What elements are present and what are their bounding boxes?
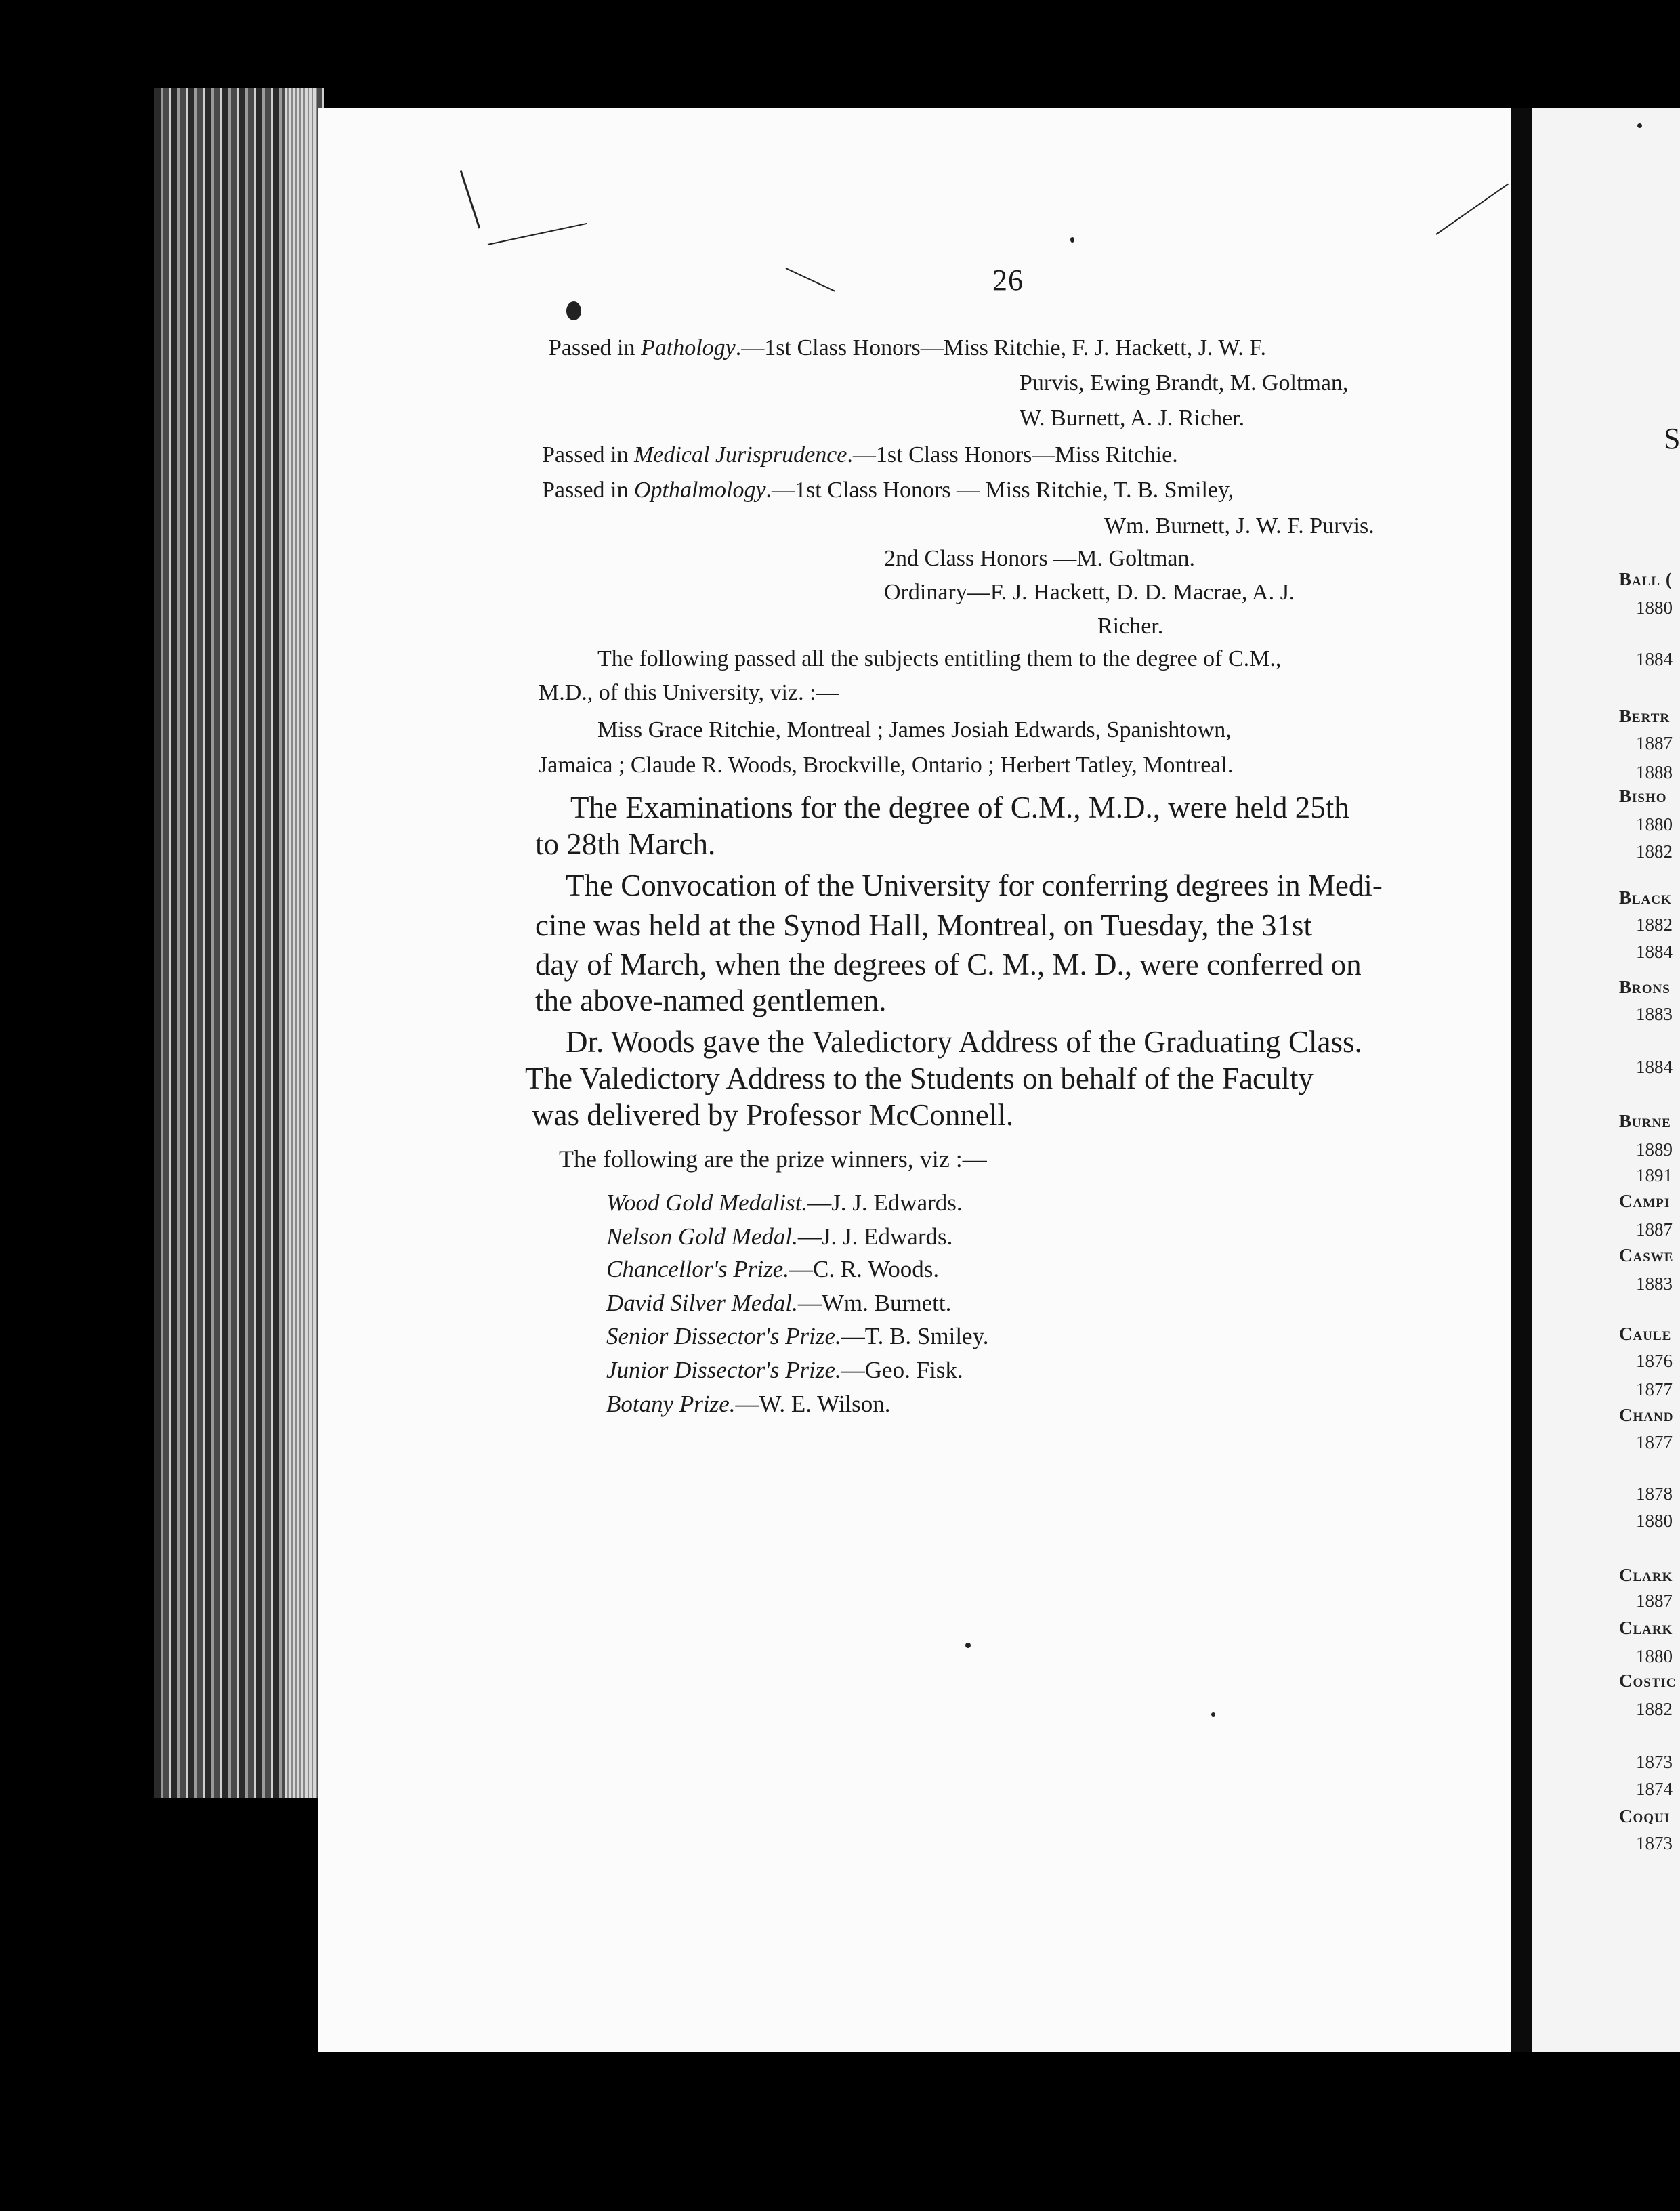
facing-page-surname: Bertr [1619,706,1671,726]
opthalmology-lead: Passed in [542,478,634,503]
scan-speck [965,1643,971,1648]
page-number: 26 [992,264,1024,297]
jurisprudence-result: .—1st Class Honors—Miss Ritchie. [847,442,1178,467]
facing-page-year: 1887 [1636,1219,1673,1240]
valedictory-line-2: The Valedictory Address to the Students on behalf of the Faculty [525,1061,1314,1095]
facing-page-surname: Campi [1619,1191,1671,1211]
degree-intro-line-1: The following passed all the subjects entitling them to the degree of C.M., [597,646,1282,671]
pathology-cont-1: Purvis, Ewing Brandt, M. Goltman, [1020,371,1349,396]
opthalmology-cont-1: Wm. Burnett, J. W. F. Purvis. [1104,513,1374,539]
prize-entry [606,1223,952,1250]
prize-name: Nelson Gold Medal. [606,1223,798,1250]
convocation-line-4: the above-named gentlemen. [535,984,887,1017]
facing-page-surname: Costic [1619,1670,1677,1691]
degree-intro-line-2: M.D., of this University, viz. :— [539,680,839,705]
prize-winner: —Geo. Fisk. [841,1357,963,1383]
prize-entry [606,1323,989,1350]
facing-page-year: 1883 [1636,1273,1673,1294]
facing-page-year: 1880 [1636,814,1673,835]
prize-winner: —T. B. Smiley. [841,1323,989,1349]
facing-page-year: 1882 [1636,1699,1673,1719]
scan-speck [1211,1712,1215,1717]
facing-page-year: 1884 [1636,1057,1673,1077]
facing-page-year: 1884 [1636,942,1673,962]
prize-winner: —C. R. Woods. [789,1256,940,1282]
examinations-line-1: The Examinations for the degree of C.M., M.D., were held 25th [570,791,1349,824]
prize-winner: —Wm. Burnett. [797,1290,952,1316]
facing-page-year: 1873 [1636,1752,1673,1772]
convocation-line-1: The Convocation of the University for conferring degrees in Medi- [566,868,1383,902]
facing-page-year: 1887 [1636,733,1673,753]
jurisprudence-lead: Passed in [542,442,634,467]
prize-winner: —J. J. Edwards. [797,1223,953,1250]
facing-page-surname: Clark [1619,1618,1673,1638]
facing-page-year: 1888 [1636,762,1673,782]
opthalmology-line [542,477,1234,504]
facing-page-year: 1880 [1636,1511,1673,1531]
facing-page-year: 1891 [1636,1165,1673,1185]
prize-entry [606,1290,951,1317]
facing-page-surname: Clark [1619,1565,1673,1585]
valedictory-line-3: was delivered by Professor McConnell. [532,1098,1014,1132]
scan-speck [566,301,581,320]
convocation-line-2: cine was held at the Synod Hall, Montreal, on Tuesday, the 31st [535,908,1312,942]
facing-page-year: 1887 [1636,1591,1673,1611]
facing-page-year: 1876 [1636,1351,1673,1371]
facing-page-surname: Burne [1619,1111,1671,1131]
facing-page-year: 1880 [1636,1646,1673,1666]
valedictory-line-1: Dr. Woods gave the Valedictory Address of the Graduating Class. [566,1025,1362,1059]
opthalmology-subject: Opthalmology [634,478,766,503]
facing-page-year: 1873 [1636,1833,1673,1853]
facing-page-year: 1882 [1636,914,1673,935]
pathology-subject: Pathology [641,335,736,360]
graduates-line-1: Miss Grace Ritchie, Montreal ; James Josiah Edwards, Spanishtown, [597,717,1232,742]
facing-page-year: 1877 [1636,1379,1673,1399]
scan-speck [1637,123,1642,128]
convocation-line-3: day of March, when the degrees of C. M., M. D., were conferred on [535,948,1362,982]
jurisprudence-subject: Medical Jurisprudence [634,442,847,467]
prize-name: Chancellor's Prize. [606,1256,789,1282]
prize-name: Senior Dissector's Prize. [606,1323,841,1349]
prize-entry [606,1189,963,1217]
facing-page-surname: Caswe [1619,1245,1674,1265]
pathology-line [549,335,1450,362]
prize-entry [606,1256,939,1283]
graduates-line-2: Jamaica ; Claude R. Woods, Brockville, Ontario ; Herbert Tatley, Montreal. [539,753,1234,778]
facing-page-surname: Chand [1619,1405,1674,1425]
pathology-lead: Passed in [549,335,641,360]
facing-page-year: 1878 [1636,1483,1673,1504]
prize-entry [606,1391,891,1418]
facing-page-year: 1883 [1636,1004,1673,1024]
book-page-edges-inner [285,88,317,1798]
prize-name: David Silver Medal. [606,1290,798,1316]
prize-entry [606,1357,963,1384]
prize-name: Junior Dissector's Prize. [606,1357,841,1383]
prize-winner: —J. J. Edwards. [807,1189,963,1216]
facing-page-year: 1877 [1636,1432,1673,1452]
facing-page-surname: Brons [1619,977,1671,997]
facing-page-surname: Ball ( [1619,569,1673,589]
facing-page-letter: S [1664,422,1680,455]
jurisprudence-line [542,442,1178,469]
prize-winner: —W. E. Wilson. [735,1391,891,1417]
opthalmology-result: .—1st Class Honors — Miss Ritchie, T. B. Smiley, [765,478,1234,503]
facing-page-year: 1884 [1636,649,1673,669]
opthalmology-second-class: 2nd Class Honors —M. Goltman. [884,546,1195,571]
facing-page-surname: Black [1619,887,1672,908]
facing-page-year: 1889 [1636,1139,1673,1160]
facing-page-year: 1880 [1636,597,1673,618]
facing-page-surname: Coqui [1619,1806,1671,1826]
facing-page-surname: Caule [1619,1324,1672,1344]
book-gutter [1511,108,1532,2052]
facing-page-year: 1874 [1636,1779,1673,1799]
prize-name: Botany Prize. [606,1391,736,1417]
pathology-cont-2: W. Burnett, A. J. Richer. [1020,406,1245,431]
prize-name: Wood Gold Medalist. [606,1189,808,1216]
prizes-intro: The following are the prize winners, viz :— [559,1145,987,1173]
facing-page-year: 1882 [1636,841,1673,862]
pathology-result: .—1st Class Honors—Miss Ritchie, F. J. Hackett, J. W. F. [735,335,1266,360]
opthalmology-ordinary: Ordinary—F. J. Hackett, D. D. Macrae, A. J. [884,580,1295,605]
opthalmology-ordinary-cont: Richer. [1097,614,1164,639]
examinations-line-2: to 28th March. [535,827,716,861]
scan-speck [1070,237,1074,243]
facing-page-surname: Bisho [1619,786,1667,806]
